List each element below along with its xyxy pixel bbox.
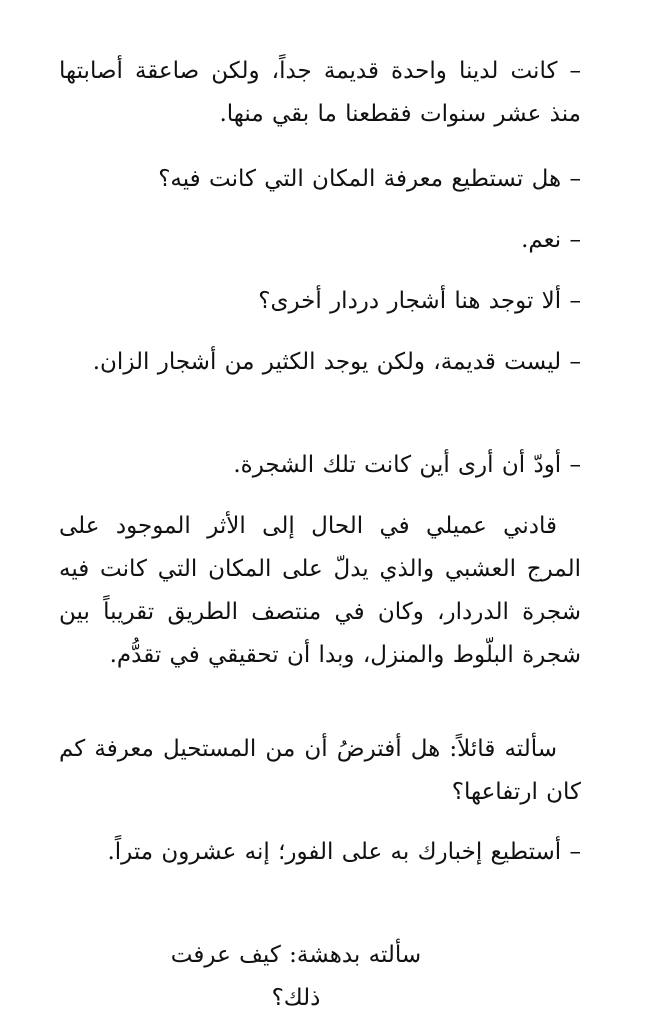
dialogue-paragraph: – كانت لدينا واحدة قديمة جداً، ولكن صاعقة أصابتها منذ عشر سنوات فقطعنا ما بقي منها. [59, 58, 581, 127]
dialogue-paragraph: – نعم. [521, 227, 581, 253]
narrative-paragraph: سألته بدهشة: كيف عرفت ذلك؟ [170, 942, 422, 1011]
dialogue-paragraph: – ليست قديمة، ولكن يوجد الكثير من أشجار الزان. [92, 349, 581, 375]
dialogue-paragraph: – هل تستطيع معرفة المكان التي كانت فيه؟ [158, 166, 581, 192]
dialogue-paragraph: – أودّ أن أرى أين كانت تلك الشجرة. [233, 452, 581, 478]
dialogue-paragraph: – ألا توجد هنا أشجار دردار أخرى؟ [258, 288, 581, 314]
narrative-paragraph: سألته قائلاً: هل أفترضُ أن من المستحيل معرفة كم كان ارتفاعها؟ [59, 736, 581, 805]
narrative-paragraph: قادني عميلي في الحال إلى الأثر الموجود على المرج العشبي والذي يدلّ على المكان التي كانت فيه شجرة الدردار، وكان في منتصف الطريق تقريباً بين شجرة البلّوط والمنزل، وبدا أن تحقيقي في تقدُّم. [59, 513, 581, 668]
dialogue-paragraph: – أستطيع إخبارك به على الفور؛ إنه عشرون متراً. [107, 839, 581, 865]
